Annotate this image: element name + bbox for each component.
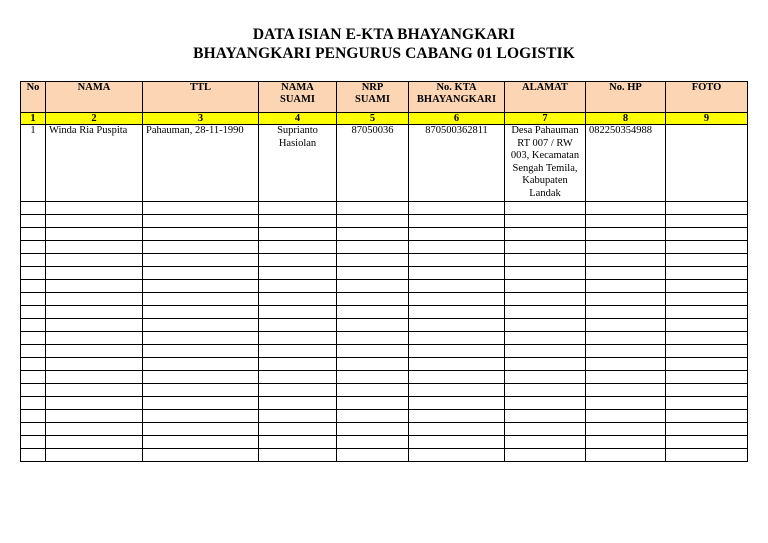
empty-cell <box>337 332 409 345</box>
cell-nrp-suami: 87050036 <box>337 125 409 202</box>
empty-row <box>21 280 748 293</box>
empty-cell <box>337 371 409 384</box>
empty-cell <box>337 410 409 423</box>
empty-cell <box>46 397 143 410</box>
empty-cell <box>259 306 337 319</box>
column-number: 8 <box>586 113 666 125</box>
document-subtitle: BHAYANGKARI PENGURUS CABANG 01 LOGISTIK <box>193 45 575 62</box>
empty-cell <box>259 436 337 449</box>
empty-cell <box>21 202 46 215</box>
empty-cell <box>46 267 143 280</box>
empty-cell <box>505 267 586 280</box>
empty-cell <box>46 228 143 241</box>
empty-cell <box>666 345 748 358</box>
empty-cell <box>337 228 409 241</box>
empty-cell <box>46 436 143 449</box>
empty-cell <box>143 254 259 267</box>
empty-cell <box>46 306 143 319</box>
empty-cell <box>46 371 143 384</box>
empty-cell <box>337 241 409 254</box>
cell-ttl: Pahauman, 28-11-1990 <box>143 125 259 202</box>
empty-cell <box>666 306 748 319</box>
empty-cell <box>337 306 409 319</box>
empty-cell <box>505 397 586 410</box>
empty-cell <box>505 371 586 384</box>
empty-cell <box>21 397 46 410</box>
empty-cell <box>143 267 259 280</box>
empty-cell <box>666 228 748 241</box>
header-row <box>21 82 748 113</box>
empty-cell <box>409 410 505 423</box>
empty-cell <box>586 436 666 449</box>
empty-cell <box>505 423 586 436</box>
empty-cell <box>409 228 505 241</box>
empty-cell <box>143 423 259 436</box>
empty-cell <box>505 410 586 423</box>
empty-cell <box>505 319 586 332</box>
empty-cell <box>586 384 666 397</box>
empty-cell <box>143 358 259 371</box>
empty-cell <box>666 202 748 215</box>
column-header-label: NAMA <box>77 82 111 93</box>
empty-cell <box>505 436 586 449</box>
empty-cell <box>505 358 586 371</box>
empty-cell <box>259 397 337 410</box>
empty-cell <box>46 215 143 228</box>
empty-cell <box>259 410 337 423</box>
column-header-label: FOTO <box>691 82 722 93</box>
empty-row <box>21 449 748 462</box>
empty-cell <box>337 423 409 436</box>
empty-row <box>21 306 748 319</box>
empty-cell <box>409 293 505 306</box>
empty-row <box>21 410 748 423</box>
column-number: 9 <box>666 113 748 125</box>
empty-cell <box>409 449 505 462</box>
empty-cell <box>259 228 337 241</box>
empty-cell <box>21 267 46 280</box>
document-title: DATA ISIAN E-KTA BHAYANGKARI <box>252 26 516 43</box>
table-row <box>21 125 748 202</box>
empty-cell <box>409 254 505 267</box>
empty-cell <box>409 306 505 319</box>
empty-cell <box>505 280 586 293</box>
empty-cell <box>505 345 586 358</box>
empty-cell <box>409 358 505 371</box>
empty-cell <box>409 345 505 358</box>
empty-cell <box>666 410 748 423</box>
empty-row <box>21 384 748 397</box>
column-header-label: NRP <box>361 82 384 93</box>
empty-cell <box>259 254 337 267</box>
empty-cell <box>259 384 337 397</box>
empty-cell <box>586 293 666 306</box>
empty-cell <box>21 384 46 397</box>
column-header <box>46 82 143 113</box>
cell-alamat-line: Desa Pahauman <box>511 125 579 136</box>
empty-cell <box>46 319 143 332</box>
empty-cell <box>586 306 666 319</box>
empty-cell <box>259 449 337 462</box>
empty-row <box>21 332 748 345</box>
column-number: 1 <box>21 113 46 125</box>
empty-row <box>21 345 748 358</box>
empty-cell <box>143 228 259 241</box>
empty-cell <box>143 202 259 215</box>
empty-cell <box>337 267 409 280</box>
empty-cell <box>337 358 409 371</box>
empty-cell <box>21 306 46 319</box>
empty-cell <box>666 267 748 280</box>
cell-alamat-line: RT 007 / RW <box>517 137 573 149</box>
cell-nama: Winda Ria Puspita <box>46 125 143 202</box>
cell-alamat-line: 003, Kecamatan <box>510 150 580 161</box>
empty-cell <box>505 449 586 462</box>
empty-row <box>21 319 748 332</box>
empty-row <box>21 202 748 215</box>
empty-cell <box>409 280 505 293</box>
column-header-label: SUAMI <box>279 94 315 105</box>
empty-cell <box>143 345 259 358</box>
empty-cell <box>21 241 46 254</box>
empty-cell <box>21 436 46 449</box>
empty-cell <box>337 345 409 358</box>
empty-cell <box>143 397 259 410</box>
empty-cell <box>21 319 46 332</box>
empty-cell <box>46 293 143 306</box>
cell-no: 1 <box>21 125 46 202</box>
empty-cell <box>586 345 666 358</box>
empty-cell <box>143 449 259 462</box>
empty-cell <box>143 436 259 449</box>
empty-cell <box>337 384 409 397</box>
empty-cell <box>259 293 337 306</box>
empty-cell <box>666 332 748 345</box>
empty-cell <box>143 293 259 306</box>
empty-cell <box>21 371 46 384</box>
cell-alamat-line: Sengah Temila, <box>512 162 578 174</box>
empty-row <box>21 228 748 241</box>
empty-cell <box>505 202 586 215</box>
empty-cell <box>666 436 748 449</box>
empty-cell <box>259 371 337 384</box>
column-header-label: No <box>26 82 40 93</box>
empty-cell <box>143 319 259 332</box>
empty-cell <box>409 215 505 228</box>
empty-cell <box>666 371 748 384</box>
empty-cell <box>505 254 586 267</box>
column-header-label: BHAYANGKARI <box>416 94 497 105</box>
empty-row <box>21 293 748 306</box>
empty-cell <box>143 371 259 384</box>
column-header-label: No. KTA <box>436 82 477 93</box>
column-header <box>505 82 586 113</box>
empty-cell <box>586 410 666 423</box>
empty-cell <box>409 319 505 332</box>
empty-cell <box>143 384 259 397</box>
empty-cell <box>143 306 259 319</box>
empty-cell <box>666 423 748 436</box>
empty-cell <box>21 345 46 358</box>
empty-cell <box>46 345 143 358</box>
empty-row <box>21 423 748 436</box>
empty-cell <box>666 215 748 228</box>
empty-row <box>21 397 748 410</box>
empty-cell <box>586 423 666 436</box>
empty-cell <box>143 215 259 228</box>
empty-cell <box>21 228 46 241</box>
empty-cell <box>505 332 586 345</box>
empty-row <box>21 358 748 371</box>
empty-cell <box>409 267 505 280</box>
empty-cell <box>409 371 505 384</box>
empty-cell <box>337 436 409 449</box>
empty-cell <box>586 228 666 241</box>
empty-cell <box>21 332 46 345</box>
empty-cell <box>46 358 143 371</box>
empty-cell <box>46 423 143 436</box>
empty-cell <box>505 384 586 397</box>
empty-cell <box>505 215 586 228</box>
empty-row <box>21 215 748 228</box>
empty-cell <box>586 358 666 371</box>
empty-cell <box>586 449 666 462</box>
column-header <box>666 82 748 113</box>
column-header <box>259 82 337 113</box>
empty-cell <box>409 423 505 436</box>
empty-row <box>21 371 748 384</box>
column-number: 6 <box>409 113 505 125</box>
column-header-label: NAMA <box>281 82 314 93</box>
empty-cell <box>586 319 666 332</box>
empty-cell <box>46 254 143 267</box>
empty-cell <box>46 202 143 215</box>
empty-cell <box>46 449 143 462</box>
cell-alamat-line: Kabupaten <box>522 175 568 186</box>
empty-cell <box>143 332 259 345</box>
cell-no-hp: 082250354988 <box>586 125 666 202</box>
empty-cell <box>21 358 46 371</box>
empty-cell <box>666 384 748 397</box>
empty-cell <box>586 280 666 293</box>
empty-cell <box>666 449 748 462</box>
column-header <box>586 82 666 113</box>
empty-cell <box>21 280 46 293</box>
column-header-label: SUAMI <box>354 94 390 105</box>
column-number: 2 <box>46 113 143 125</box>
empty-cell <box>337 449 409 462</box>
empty-cell <box>21 449 46 462</box>
empty-cell <box>666 397 748 410</box>
column-number: 7 <box>505 113 586 125</box>
empty-cell <box>409 241 505 254</box>
empty-cell <box>337 397 409 410</box>
empty-cell <box>46 410 143 423</box>
column-header <box>409 82 505 113</box>
empty-cell <box>259 280 337 293</box>
cell-no-kta: 870500362811 <box>409 125 505 202</box>
column-header <box>337 82 409 113</box>
empty-cell <box>409 202 505 215</box>
empty-row <box>21 241 748 254</box>
empty-cell <box>505 228 586 241</box>
empty-cell <box>337 280 409 293</box>
column-header-label: No. HP <box>609 82 642 93</box>
empty-row <box>21 254 748 267</box>
empty-cell <box>259 319 337 332</box>
empty-cell <box>143 410 259 423</box>
empty-row <box>21 267 748 280</box>
column-number: 4 <box>259 113 337 125</box>
empty-cell <box>259 241 337 254</box>
empty-cell <box>666 280 748 293</box>
empty-cell <box>259 358 337 371</box>
empty-cell <box>666 319 748 332</box>
column-number-row <box>21 113 748 125</box>
column-header <box>21 82 46 113</box>
empty-cell <box>259 202 337 215</box>
empty-cell <box>337 293 409 306</box>
empty-cell <box>409 332 505 345</box>
empty-cell <box>409 384 505 397</box>
empty-cell <box>46 332 143 345</box>
empty-cell <box>586 371 666 384</box>
empty-cell <box>259 345 337 358</box>
empty-cell <box>586 254 666 267</box>
empty-cell <box>259 423 337 436</box>
empty-cell <box>666 254 748 267</box>
column-header <box>143 82 259 113</box>
empty-cell <box>409 397 505 410</box>
empty-cell <box>259 332 337 345</box>
empty-cell <box>21 254 46 267</box>
empty-cell <box>505 306 586 319</box>
column-header-label: ALAMAT <box>522 82 568 93</box>
empty-cell <box>586 397 666 410</box>
empty-cell <box>21 423 46 436</box>
cell-nama-suami <box>259 125 337 202</box>
empty-row <box>21 436 748 449</box>
empty-cell <box>46 241 143 254</box>
empty-cell <box>143 241 259 254</box>
empty-cell <box>337 202 409 215</box>
empty-cell <box>259 267 337 280</box>
empty-cell <box>586 267 666 280</box>
empty-cell <box>46 280 143 293</box>
column-number: 3 <box>143 113 259 125</box>
table-body <box>21 125 748 462</box>
empty-cell <box>409 436 505 449</box>
empty-cell <box>586 241 666 254</box>
empty-cell <box>505 293 586 306</box>
cell-nama-suami-line: Suprianto <box>277 125 318 136</box>
empty-cell <box>666 241 748 254</box>
cell-alamat <box>505 125 586 202</box>
empty-cell <box>143 280 259 293</box>
empty-cell <box>21 215 46 228</box>
cell-alamat-line: Landak <box>529 187 561 199</box>
column-number: 5 <box>337 113 409 125</box>
empty-cell <box>586 215 666 228</box>
column-header-label: TTL <box>189 82 211 93</box>
data-table <box>20 81 748 462</box>
empty-cell <box>21 410 46 423</box>
empty-cell <box>259 215 337 228</box>
empty-cell <box>586 332 666 345</box>
empty-cell <box>505 241 586 254</box>
empty-cell <box>666 358 748 371</box>
empty-cell <box>337 215 409 228</box>
empty-cell <box>337 254 409 267</box>
empty-cell <box>337 319 409 332</box>
cell-nama-suami-line: Hasiolan <box>278 137 317 149</box>
cell-foto <box>666 125 748 202</box>
empty-cell <box>666 293 748 306</box>
empty-cell <box>586 202 666 215</box>
empty-cell <box>46 384 143 397</box>
empty-cell <box>21 293 46 306</box>
